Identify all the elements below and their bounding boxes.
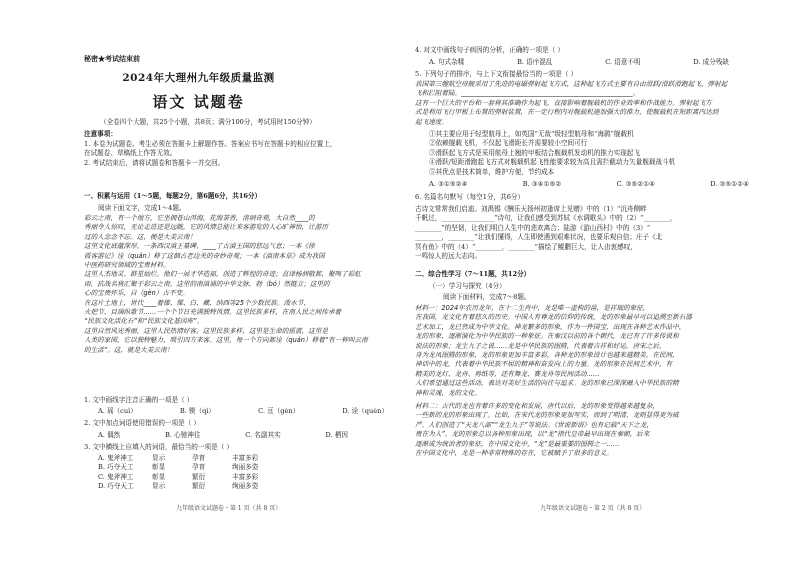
q1-option-b: B. 锲（qì） (179, 407, 216, 415)
subsection-heading: （一）学习与探究（4分） (429, 282, 506, 290)
q3-options (98, 454, 258, 492)
q3-cell: 彰显 (152, 463, 166, 472)
q5-line: 式是利用飞行甲板上布置的弹射装置，在一定行程内对舰载机施加强大的推力，使舰载机在短距离内达到 (415, 108, 719, 117)
question-1: 1. 文中画线字注音正确的一项是（ ） (84, 396, 194, 404)
material-line: 材料一：2024年农历龙年，在十二生肖中，龙是唯一虚构的兽，是祥瑞的象征， (415, 304, 650, 312)
passage-line: 的生活”。这，就是大美云南！ (84, 345, 174, 354)
q6-line: ________”的坚韧，让我们明白人生中的悲欢离合；陆游《游山西村》中的（3）“ (415, 223, 651, 232)
q4-option-b: B. 语序混乱 (517, 58, 553, 66)
section-1-heading: 一、积累与运用（1～5题，每题2分，第6题6分，共16分） (84, 192, 262, 200)
passage-line: 这里自然风光秀丽，这里人民热情好客，这里民族多样，这里是生命的摇篮，这里是 (84, 326, 328, 335)
q4-options (429, 58, 729, 67)
notice-heading: 注意事项： (84, 130, 117, 138)
q5-options (429, 180, 749, 189)
q5-item: ①其主要应用于轻型航母上，如英国“无敌”级轻型航母和“海鹞”舰载机 (429, 130, 634, 138)
material-intro: 阅读下面材料，完成7～8题。 (443, 293, 531, 301)
q3-cell: D. 巧夺天工 (98, 482, 134, 491)
notice-line: 2. 考试结束后，请将试题卷和答题卡一并交回。 (84, 158, 225, 167)
q3-cell: 显示 (152, 454, 166, 462)
exam-note: （全卷四个大题，共25个小题，共8页；满分100分，考试用时150分钟） (100, 118, 316, 126)
q2-option-a: A. 偶然 (98, 431, 121, 439)
passage-line: 火把节、目瑙纵歌节……一个个节日充满独特风情。这里民族多样，在南人民之间传承着 (84, 308, 342, 317)
question-5: 5. 下列句子的排序，与上下文衔接最恰当的一项是（ ） (415, 70, 578, 78)
q3-cell: 显示 (152, 482, 166, 491)
passage-line: 中医药研究领域的宝贵材料。 (84, 261, 170, 270)
q5-line: 起飞速度。 (415, 117, 448, 126)
material-line: 严。人们创造了“天龙八部”“龙生九子”等说法。《世说新语》也有记载“天下之龙， (415, 420, 653, 429)
passage-line: 过的人念念不忘。这，便是大美云南！ (84, 232, 197, 241)
q3-cell: 绚丽多姿 (232, 482, 259, 491)
q1-option-c: C. 亘（gèn） (258, 407, 300, 415)
q2-option-b: B. 心驰神往 (165, 431, 201, 439)
material-line: 逐渐成为统治者的象征，在中国文化中，“龙”是最重要的图腾之一…… (415, 439, 620, 448)
notice-list (84, 140, 384, 168)
q3-cell: 繁衍 (192, 472, 206, 481)
passage-line: 彩云之南，有一个地方，它坐拥苍山洱海，花海茶香，溶洞奇观，大自然____的 (84, 214, 315, 222)
q5-option-d: D. ③⑤①②④ (710, 180, 749, 188)
material-line: 精美的龙灯、龙舟、剪纸等，还有舞龙、赛龙舟等民间活动…… (415, 369, 600, 378)
passage-line: 人类的家园，它以独特魅力，吸引四方来客。这里，每一个方向都诠（quán）释着“有一种叫云南 (84, 336, 368, 345)
material-line: 一些新的龙的形象出现了。比如，在宋代龙的形象更加写实，而到了明清，龙则显得更为威 (415, 411, 679, 420)
question-4: 4. 对文中画线句子病因的分析，正确的一项是（ ） (415, 46, 564, 54)
q6-line: ________，________”让我们懂得，人生即使遇到艰难状况，也要乐观自信；庄子《北 (415, 233, 663, 242)
q5-option-c: C. ③⑤②①④ (616, 180, 656, 188)
material-line: 在我国，龙文化有着悠久的历史。中国人有尊龙的信仰的传统，龙的形象最早可以追溯至新石器 (415, 313, 692, 322)
q5-option-a: A. ③①⑤②④ (429, 180, 468, 188)
q3-cell: A. 鬼斧神工 (98, 454, 134, 462)
q3-row (98, 463, 258, 472)
material-line: 神话中的龙，代表着中华民族不屈的精神和奋发向上的力量。龙的形象在民间艺术中，有 (415, 360, 673, 369)
q5-item: ④滑跃/短距滑跑起飞方式对舰载机起飞性能要求较为高且需拦截动力矢量舰载战斗机 (429, 158, 676, 167)
passage-line: 这里人杰地灵、群星灿烂。他们一展才华造福，创造了辉煌的奇迹；直译杨润敬都，聚鸣了彩虹 (84, 270, 361, 279)
q1-option-d: D. 诠（quèn） (342, 407, 388, 415)
passage-line: 心的宝贵怀乐，自（gèn）古不变。 (84, 289, 189, 298)
q2-option-d: D. 栖因 (325, 431, 348, 439)
q3-cell: 丰富多彩 (232, 454, 259, 462)
passage-line: 秀丽令人惊叹，无论走进还是远眺，它的风情总能让来客游览的人心旷神怡，让游历 (84, 223, 328, 232)
q5-line: 这有一个巨大的平台和一套将其准确作为起飞，直接影响着舰载机的作业效率和作战能力。弹射起飞方 (415, 98, 712, 107)
notice-line: 在试题卷、草稿纸上作答无效。 (84, 149, 177, 158)
passage-line: “民族文化活化石”和“民族文化基因库”。 (84, 317, 204, 326)
passage-line: 雨，抗战名将汇聚于彩云之南。这里的南滇诵的中华文脉，勃（bó）然挺立；这里的 (84, 279, 330, 288)
q6-line: 古诗文常常我们启迪。刘禹锡《酬乐天扬州初逢席上见赠》中的（1）“沉舟侧畔 (415, 205, 647, 213)
q3-cell: 孕育 (192, 463, 206, 472)
q4-option-a: A. 句式杂糅 (429, 58, 465, 66)
q3-row (98, 454, 258, 463)
material-line: 贵在为人”。龙的形象总以各种形象出现，以“龙”指代皇帝最早出现在秦朝，后来 (415, 430, 650, 439)
material-2 (415, 402, 775, 458)
q5-item: ⑤其优点是技术简单，维护方便，节约成本 (429, 167, 555, 176)
q3-row (98, 482, 258, 491)
q4-option-d: D. 成分残缺 (693, 58, 729, 66)
q3-cell: 彰显 (152, 472, 166, 481)
material-line: 人们希望通过这些活动，表达对美好生活的向往与追求。龙的形象已深深融入中华民族的精 (415, 379, 679, 388)
material-line: 龙的形象，逐渐演化为中华民族的一种象征。在秦汉以前的各个朝代，龙已有了许多传说和 (415, 332, 679, 341)
q3-cell: 丰富多彩 (232, 472, 259, 481)
q5-option-b: B. ③④①⑤② (522, 180, 562, 188)
q1-option-a: A. 瑶（cuì） (98, 407, 137, 415)
material-line: 材料二：古代的龙也有着许多的变化和发展，唐代以后，龙的形象变得越来越复杂， (415, 402, 659, 410)
q3-cell: 孕育 (192, 454, 206, 462)
page-footer-1: 九年级语文试题卷・第 1 页（共 8 页） (176, 505, 282, 512)
q6-text (415, 205, 775, 261)
reading-passage (84, 214, 388, 355)
reading-intro: 阅读下面文字，完成1～4题。 (98, 204, 186, 212)
q5-line: 我国第三艘航空母舰采用了先进的电磁弹射起飞方式，这种起飞方式主要有自由滑跃/滑跃滑跑起飞、弹射起 (415, 80, 728, 88)
question-6: 6. 名篇名句默写（每空1分，共6分） (415, 193, 525, 201)
q6-line: 冥有鱼》中的（4）“________，________”描绘了鲲鹏巨大，让人由衷感叹， (415, 242, 637, 251)
q3-cell: B. 巧夺天工 (98, 463, 134, 472)
q3-cell: 繁衍 (192, 482, 206, 491)
question-2: 2. 文中加点词语使用错误的一项是（ ） (84, 419, 200, 427)
q6-line: 一鸣惊人的远大志向。 (415, 252, 481, 261)
material-line: 身为龙凤图腾的形象，龙的形象更加丰富多彩，各种龙的形象设计也越来越精美。在民间， (415, 351, 679, 360)
q3-cell: C. 鬼斧神工 (98, 472, 134, 481)
material-1 (415, 304, 775, 398)
passage-line: 霞客游记》诠（quán）释了这個古老边关的奇妙奇观；一本《滇南本草》成为我国 (84, 251, 325, 260)
question-3: 3. 文中横线上应填入的词语，最恰当的一项是（ ） (84, 443, 233, 451)
q5-item: ②依赖舰载飞机，不仅起飞滑距长并需要较小空间可行 (429, 139, 588, 148)
q5-passage (415, 80, 775, 127)
passage-line: 在这片土地上，世代____着傣、傈、白、藏、纳西等25个少数民族。泼水节、 (84, 298, 310, 307)
q6-line: 千帆过，________________”诗句，让我们感受到苏轼《水调歌头》中的（2）“________， (415, 214, 677, 223)
material-line: 神和灵魂，龙的文化。 (415, 388, 481, 397)
material-line: 在中国文化中，龙是一种非常特殊的存在，它被赋予了很多的意义。 (415, 449, 613, 458)
q4-option-c: C. 语意不明 (605, 58, 641, 66)
q5-items (429, 130, 775, 177)
notice-line: 1. 本卷为试题卷。考生必须在答题卡上解题作答。答案应书写在答题卡的相应位置上， (84, 140, 337, 148)
passage-line: 这里文化底蕴深厚。一条西汉滇王墓碑，____了古滇王国的悠远气息；一本《徐 (84, 242, 315, 251)
material-line: 艺术加工，龙已然成为中华文化。神龙繁多的形象，作为一件国宝，出现在各种艺术作品中， (415, 322, 686, 331)
q3-row (98, 473, 258, 482)
exam-title: 2024年大理州九年级质量监测 (122, 72, 275, 84)
page-footer-2: 九年级语文试题卷・第 2 页（共 8 页） (540, 505, 646, 512)
q3-cell: 绚丽多姿 (232, 463, 259, 472)
secret-label: 秘密★考试结束前 (84, 54, 140, 63)
q5-item: ③滑跃起飞方式是采用航母上翘的甲板结合舰载机发动机的推力实现起飞 (429, 148, 640, 157)
exam-subtitle: 语文 试题卷 (152, 93, 245, 111)
material-line: 说法的形象；龙生九子之说……龙是中华民族的图腾，代表着吉祥和好运。唐宋之后， (415, 341, 666, 350)
section-2-heading: 二、综合性学习（7～11题，共12分） (415, 270, 531, 278)
q1-options (98, 407, 388, 416)
q5-line: 飞和拦阻着陆。____________________________________________________。 (415, 89, 640, 98)
q2-option-c: C. 名副其实 (245, 431, 281, 439)
q2-options (98, 431, 348, 440)
